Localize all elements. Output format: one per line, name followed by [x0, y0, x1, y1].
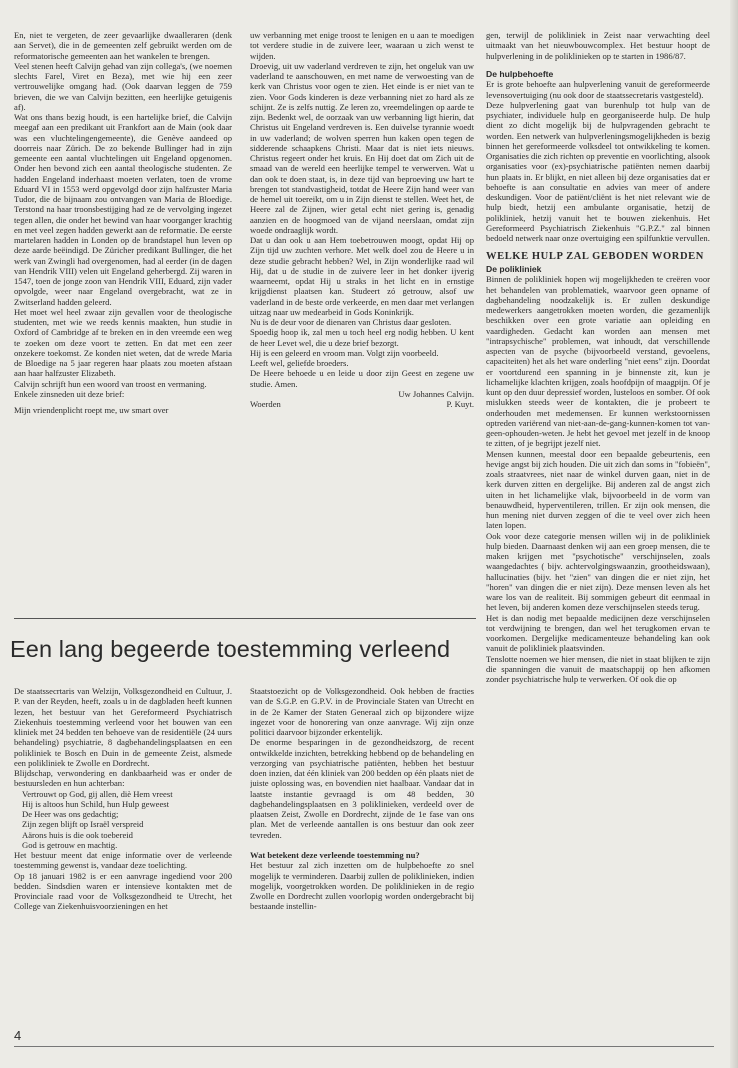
paragraph: Tenslotte noemen we hier mensen, die niet in staat blijken te zijn die spanningen die vanuit de maatschappij op hen afkomen zonder psychiatrische hulp te verwerken. Of ook die op — [486, 653, 710, 684]
article-column-1 — [14, 686, 232, 1026]
article-headline: Een lang begeerde toestemming verleend — [10, 636, 451, 662]
poem-line: God is getrouw en machtig. — [22, 839, 118, 850]
paragraph: De staatssecrtaris van Welzijn, Volksgezondheid en Cultuur, J. P. van der Reyden, heeft, zoals u in de dagbladen heeft kunnen lezen, het bestuur van het Gereformeerd Psychiatrisch Ziekenhuis toestemming verleend voor het bouwen van een kliniek met 24 bedden ten behoeve van de residentiële (24 uurs behandeling) psychiatrie, 8 dagbehandelingsplaatsen en een polikliniek te Bosch en Duin in de gemeente Zeist, alsmede een polikliniek te Zwolle en Dordrecht. — [14, 686, 232, 768]
paragraph: Droevig, uit uw vaderland verdreven te zijn, het ongeluk van uw vaderland te aanschouwen, en met name de verwoesting van de kerk van Christus voor ogen te zien. Het einde is er niet van te zien. Voor Gods kinderen is deze verbanning niet zo hard als ze schijnt. Ze is zelfs nuttig. Ze leren zo, vreemdelingen op aarde te zijn. Bedenkt wel, de oorzaak van uw verbanning ligt hierin, dat Christus uit Engeland verdreven is. Een duivelse tyrannie woedt in uw vaderland; de wolven sperren hun kaken open tegen de sidderende schaapkens Christi. Maar dat is niet iets nieuws. Christus regeert onder het kruis. En Hij doet dat om Zich uit de smaad van de wereld een heerlijke tempel te verwerven. Wat u dan ook te doen staat, is, in deze tijd van beproeving uw hart te brengen tot standvastigheid, totdat de Heere Zijn hand weer van de hemel uit toereikt, om u in Zijn dienst te stellen. Weet het, de Heere zal de Zijnen, wier getal echt niet gering is, genadig aanzien en de hoogmoed van de vijand neerslaan, omdat zijn woede ondraaglijk wordt. — [250, 60, 474, 235]
paragraph: Leeft wel, geliefde broeders. — [250, 358, 349, 368]
sign-place: Woerden — [250, 399, 281, 409]
divider — [14, 618, 476, 619]
paragraph: Hij is een geleerd en vroom man. Volgt zijn voorbeeld. — [250, 347, 439, 358]
poem-line: Zijn zegen blijft op Israël verspreid — [22, 819, 144, 830]
psalm-quote — [22, 789, 232, 851]
bottom-divider — [14, 1046, 714, 1047]
paragraph: Nu is de deur voor de dienaren van Christus daar gesloten. — [250, 317, 452, 327]
paragraph: Mijn vriendenplicht roept me, uw smart over — [14, 405, 169, 415]
paragraph: Spoedig hoop ik, zal men u toch heel erg nodig hebben. U kent de heer Levet wel, die u deze brief bezorgt. — [250, 327, 474, 348]
poem-line: Aärons huis is die ook toebereid — [22, 829, 133, 840]
paragraph: Ook voor deze categorie mensen willen wij in de polikliniek hulp bieden. Daarnaast denken wij aan een groep mensen, die te maken krijgen met "psychotische" verschijnselen, zoals waangedachtes ( bijv. achtervolgingswaanzin, grootheidswaan), hallucinaties (bijv. het "zien" van dingen die er niet zijn, het "horen" van dingen die er niet zijn). Deze mensen leven als het ware los van de realiteit. Bij sommigen gebeurt dit eenmaal in het leven, bij anderen komen deze verschijnselen steeds terug. — [486, 530, 710, 613]
poem-line: Vertrouwt op God, gij allen, diè Hem vreest — [22, 788, 173, 799]
paragraph: uw verbanning met enige troost te lenigen en u aan te moedigen tot verdere studie in de zuivere leer, waaraan u zich wenst te wijden. — [250, 30, 474, 61]
paragraph: Enkele zinsneden uit deze brief: — [14, 388, 125, 399]
section-heading: De hulpbehoefte — [486, 68, 554, 79]
paragraph: gen, terwijl de polikliniek in Zeist naar verwachting deel uitmaakt van het nieuwbouwcomplex. Het bestuur hoopt de hulpverlening in de poliklinieken op te starten in 1986/87. — [486, 30, 710, 61]
paragraph: Het bestuur zal zich inzetten om de hulpbehoefte zo snel mogelijk te verminderen. Daarbij zullen de poliklinieken, indien mogelijk, voorgetrokken worden. De poliklinieken in de regio Zwolle en Dordrecht zullen voorlopig worden ondergebracht bij bestaande instellin- — [250, 860, 474, 912]
top-column-1 — [14, 30, 232, 614]
section-heading: Wat betekent deze verleende toestemming nu? — [250, 849, 420, 860]
section-heading: De polikliniek — [486, 263, 542, 274]
paragraph: Mensen kunnen, meestal door een bepaalde gebeurtenis, een hevige angst bij zich houden. Die uit zich dan soms in "fobieën", zoals straatvrees, niet naar de winkel durven gaan, niet in de kerk durven zitten en dergelijke. Bij anderen zal de angst zich uiten in het lichamelijke vlak, bijvoorbeeld in de vorm van benauwdheid, hyperventileren, trillen. Er zijn ook mensen, die hun mening niet durven zeggen of die te veel over zich heen laten lopen. — [486, 448, 710, 531]
top-column-2 — [250, 30, 474, 614]
signature-line — [250, 399, 474, 409]
paragraph: Blijdschap, verwondering en dankbaarheid was er onder de bestuursleden en hun achterban: — [14, 768, 232, 789]
paragraph: De enorme besparingen in de gezondheidszorg, de recent ontwikkelde inzichten, betrekking hebbend op de behandeling en verzorging van psychiatrische patiënten, hebben het bestuur doen inzien, dat één kliniek van 200 bedden op één plaats niet de juiste oplossing was, en bovendien niet haalbaar. Vandaar dat in laatste instantie gevraagd is om 48 bedden, 30 dagbehandelingsplaatsen en 3 poliklinieken, verdeeld over de plaatsen Zeist, Zwolle en Dordrecht, zijnde de 1e fase van ons plan. Met de verleende aantallen is ons bestuur dan ook zeer tevreden. — [250, 737, 474, 840]
paragraph: Deze hulpverlening gaat van burenhulp tot hulp van de psychiater, individuele hulp en georganiseerde hulp. De hulp dient zo dicht mogelijk bij de hulpvragenden gebracht te worden. Een netwerk van hulpverleningsmogelijkheden is bezig binnen het gereformeerde volksdeel tot ontwikkeling te komen. Organisaties die zich richten op preventie en voorlichting, alsook organisaties voor (ex)-psychiatrische patiënten nemen daarbij hun plaats in. Er blijkt, en niet alleen bij deze organisaties dat er behoefte is aan consultatie en advies van meer of andere deskundigen. Voor de patiënt/cliënt is het niet relevant wie de hulp biedt, hetzij een ambulante organisatie, hetzij de polikliniek, hetzij vanuit het te bouwen ziekenhuis. Het Gereformeerd Psychiatrisch Ziekenhuis "G.P.Z." zal binnen bedoeld netwerk naar onze overtuiging een spilfunktie vervullen. — [486, 99, 710, 243]
paragraph: Het is dan nodig met bepaalde medicijnen deze verschijnselen tot verdwijning te brengen, dan wel het terugkomen ervan te voorkomen. Dergelijke medicamenteuze behandeling kan ook vanuit de polikliniek plaatsvinden. — [486, 612, 710, 654]
sign-name: P. Kuyt. — [446, 399, 474, 409]
paragraph: Veel stenen heeft Calvijn gehad van zijn collega's, (we noemen slechts Farel, Viret en Beza), met wie hij een zeer vertrouwelijke omgang had. (Ook daarvan leggen de 759 brieven, die we van Calvijn bezitten, een heerlijke getuigenis af). — [14, 60, 232, 112]
paragraph: Het moet wel heel zwaar zijn gevallen voor de theologische studenten, met wie we reeds kennis maakten, hun studie in Oxford of Cambridge af te breken en in den vreemde een weg te zoeken om deze voort te zetten. En dat met een zeer onzekere toekomst. Ze konden niet weten, dat de wrede Maria de Bloedige na 5 jaar regeren haar plaats zou moeten afstaan aan haar halfzuster Elizabeth. — [14, 306, 232, 379]
paragraph: Staatstoezicht op de Volksgezondheid. Ook hebben de fracties van de S.G.P. en G.P.V. in de Provinciale Staten van Utrecht en in de 2e Kamer der Staten Generaal zich op bijzondere wijze ingezet voor de honorering van onze aanvrage. Wij zijn onze politici daarvoor bijzonder erkentelijk. — [250, 686, 474, 737]
paragraph: Dat u dan ook u aan Hem toebetrouwen moogt, opdat Hij op Zijn tijd uw zuchten verhore. Met welk doel zou de Heere u in deze studie gebracht hebben? Wel, in Zijn wonderlijke raad wil Hij, dat u de studie in de zuivere leer in het donker ijverig waarneemt, opdat Hij u straks in het licht en in ernstige krijgdienst plaatsen kan. Studeert zó getrouw, alsof uw vaderland in de beste orde verkeerde, en men daar met verlangen uitzag naar uw medearbeid in Gods Koninkrijk. — [250, 235, 474, 317]
paragraph: De Heere behoede u en leide u door zijn Geest en zegene uw studie. Amen. — [250, 368, 474, 389]
section-title: WELKE HULP ZAL GEBODEN WORDEN — [486, 251, 704, 263]
paragraph: Op 18 januari 1982 is er een aanvrage ingediend voor 200 bedden. Sindsdien waren er intensieve kontakten met de Provinciale raad voor de Volksgezondheid te Utrecht, het College van Ziekenhuisvoorzieningen en het — [14, 870, 232, 912]
paragraph: Er is grote behoefte aan hulpverlening vanuit de gereformeerde levensovertuiging (nu ook door de staatssecretaris vastgesteld). — [486, 79, 710, 100]
poem-line: De Heer was ons gedachtig; — [22, 809, 119, 819]
page-edge — [730, 0, 738, 1068]
signature: Uw Johannes Calvijn. — [398, 388, 474, 399]
page-number: 4 — [14, 1028, 22, 1043]
poem-line: Hij is altoos hun Schild, hun Hulp geweest — [22, 798, 170, 809]
right-column — [486, 30, 710, 1030]
paragraph: Wat ons thans bezig houdt, is een hartelijke brief, die Calvijn meegaf aan een predikant uit Frankfort aan de Main (ook daar was een vluchtelingengemeente), die Genève aandeed op doorreis naar Zürich. De zo bekende Bullinger had in zijn gemeente een aantal vluchtelingen uit Engeland opgenomen. Onder hen bevond zich een aantal theologische studenten. Ze hadden Engeland inderhaast moeten verlaten, toen de vrome Eduard VI in 1553 werd opgevolgd door zijn halfzuster Maria Tudor, die de bijnaam zou ontvangen van Maria de Bloedige. Terstond na haar troonsbestijging had ze de vervolging ingezet tegen allen, die onder het bewind van haar voorganger krachtig en met veel zegen hadden gewerkt aan de reformatie. De eerste martelaren hadden in Londen op de brandstapel hun leven op deze aarde beëindigd. De Züricher predikant Bullinger, die het werk van Zwingli had overgenomen, had al eerder (in de dagen van Hendrik VIII) velen uit Engeland geherbergd. Zij waren in 1547, toen de jonge zoon van Hendrik VIII, Eduard, zijn vader opvolgde, weer naar Engeland overgebracht, wat ze in Zwitserland hadden geleerd. — [14, 112, 232, 307]
paragraph: Calvijn schrijft hun een woord van troost en vermaning. — [14, 378, 207, 389]
article-column-2 — [250, 686, 474, 1026]
paragraph: Het bestuur meent dat enige informatie over de verleende toestemming gewenst is, vandaar deze toelichting. — [14, 850, 232, 871]
paragraph: Binnen de polikliniek hopen wij mogelijkheden te creëren voor het behandelen van problematiek, waarvoor geen opname of dagbehandeling noodzakelijk is. Er zullen deskundige medewerkers aangetrokken moeten worden, die gezamenlijk beschikken over een grote variatie aan opleiding en vaardigheden. Gedacht kan worden aan mensen met "intrapsychische" problemen, wat inhoudt, dat verschillende aspecten van de psyche (bijvoorbeeld verstand, gevoelens, capaciteiten) het als het ware onderling "niet eens" zijn. Doordat er voortdurend een spanning in je binnenste zit, kun je lichamelijke klachten krijgen, zoals hoofdpijn of maagpijn. Of je kunt op den duur depressief worden, lusteloos en somber. Of ook mislukken steeds weer de kontakten, die je probeert te onderhouden met medemensen. Er kunnen werkstoornissen optreden variërend van niet-aan-de-gang-kunnen-komen tot van-geen-ophouden-weten. Je hebt het gevoel met jezelf in de knoop te zitten, of je begrijpt jezelf niet. — [486, 274, 710, 449]
paragraph: En, niet te vergeten, de zeer gevaarlijke dwaalleraren (denk aan Servet), die in de gemeenten zelf gebruikt werden om de reformatorische gemeenten aan het wankelen te brengen. — [14, 30, 232, 61]
